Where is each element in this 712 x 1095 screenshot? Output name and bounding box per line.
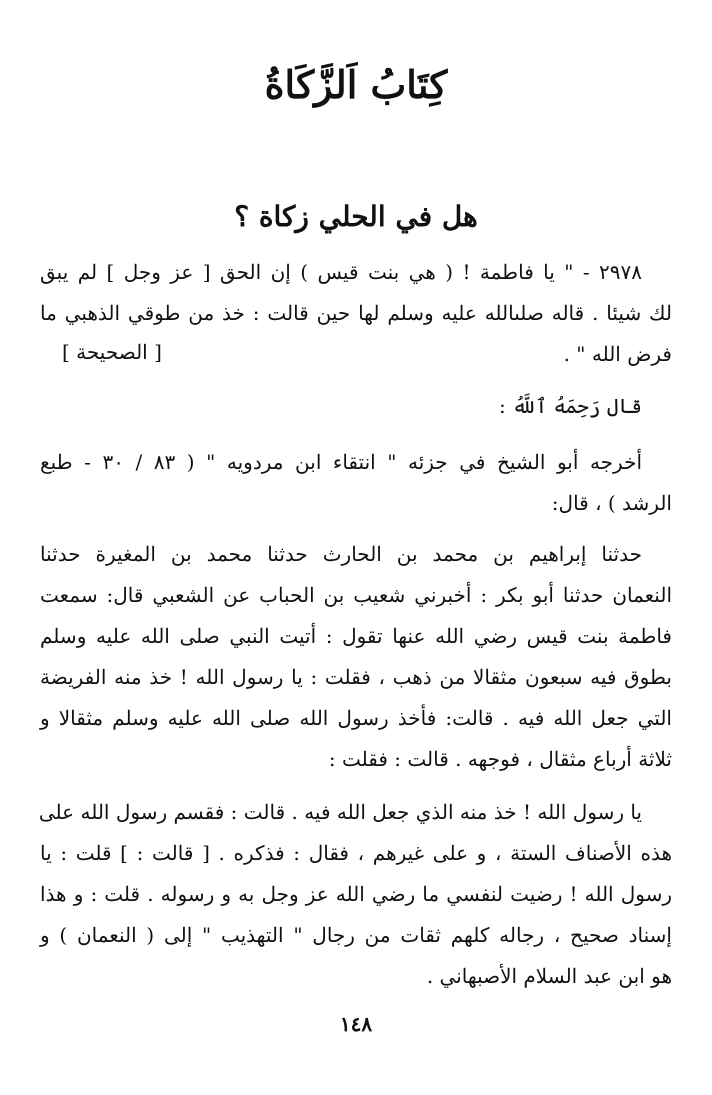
commentary-line: هذه الأصناف الستة ، و على غيرهم ، فقال : فذكره . [ قالت : ] قلت : يا xyxy=(40,841,672,865)
isnad-line: النعمان حدثنا أبو بكر : أخبرني شعيب بن الحباب عن الشعبي قال: سمعت xyxy=(40,583,672,607)
isnad-line: حدثنا إبراهيم بن محمد بن الحارث حدثنا محمد بن المغيرة حدثنا xyxy=(40,542,642,566)
commentary-line: إسناد صحيح ، رجاله كلهم ثقات من رجال " التهذيب " إلى ( النعمان ) و xyxy=(40,923,672,947)
hadith-line: لك شيئا . قاله صلىالله عليه وسلم لها حين قالت : خذ من طوقي الذهبي ما xyxy=(40,301,673,325)
source-line: أخرجه أبو الشيخ في جزئه " انتقاء ابن مردويه " ( ٨٣ / ٣٠ - طبع xyxy=(40,450,642,474)
commentary-line: يا رسول الله ! خذ منه الذي جعل الله فيه . قالت : فقسم رسول الله على xyxy=(38,800,642,824)
page-number: ١٤٨ xyxy=(339,1012,373,1036)
isnad-line: فاطمة بنت قيس رضي الله عنها تقول : أتيت النبي صلى الله عليه وسلم xyxy=(40,624,672,648)
book-title: كِتَابُ اَلزَّكَاةُ xyxy=(264,62,448,107)
isnad-line: التي جعل الله فيه . قالت: فأخذ رسول الله صلى الله عليه وسلم مثقالا و xyxy=(40,706,672,730)
commentary-line: رسول الله ! رضيت لنفسي ما رضي الله عز وجل به و رسوله . قلت : و هذا xyxy=(40,882,672,906)
hadith-line: فرض الله " . xyxy=(563,342,672,366)
hadith-grade: [ الصحيحة ] xyxy=(62,340,162,364)
hadith-line: ٢٩٧٨ - " يا فاطمة ! ( هي بنت قيس ) إن الحق [ عز وجل ] لم يبق xyxy=(40,260,642,284)
qala-line: قال رَحِمَهُ ٱللَّهُ : xyxy=(499,394,642,418)
chapter-title: هل في الحلي زكاة ؟ xyxy=(234,200,478,233)
isnad-line: بطوق فيه سبعون مثقالا من ذهب ، فقلت : يا رسول الله ! خذ منه الفريضة xyxy=(40,665,672,689)
source-line: الرشد ) ، قال: xyxy=(551,491,672,515)
isnad-line: ثلاثة أرباع مثقال ، فوجهه . قالت : فقلت : xyxy=(328,747,672,771)
commentary-line: هو ابن عبد السلام الأصبهاني . xyxy=(426,964,672,988)
